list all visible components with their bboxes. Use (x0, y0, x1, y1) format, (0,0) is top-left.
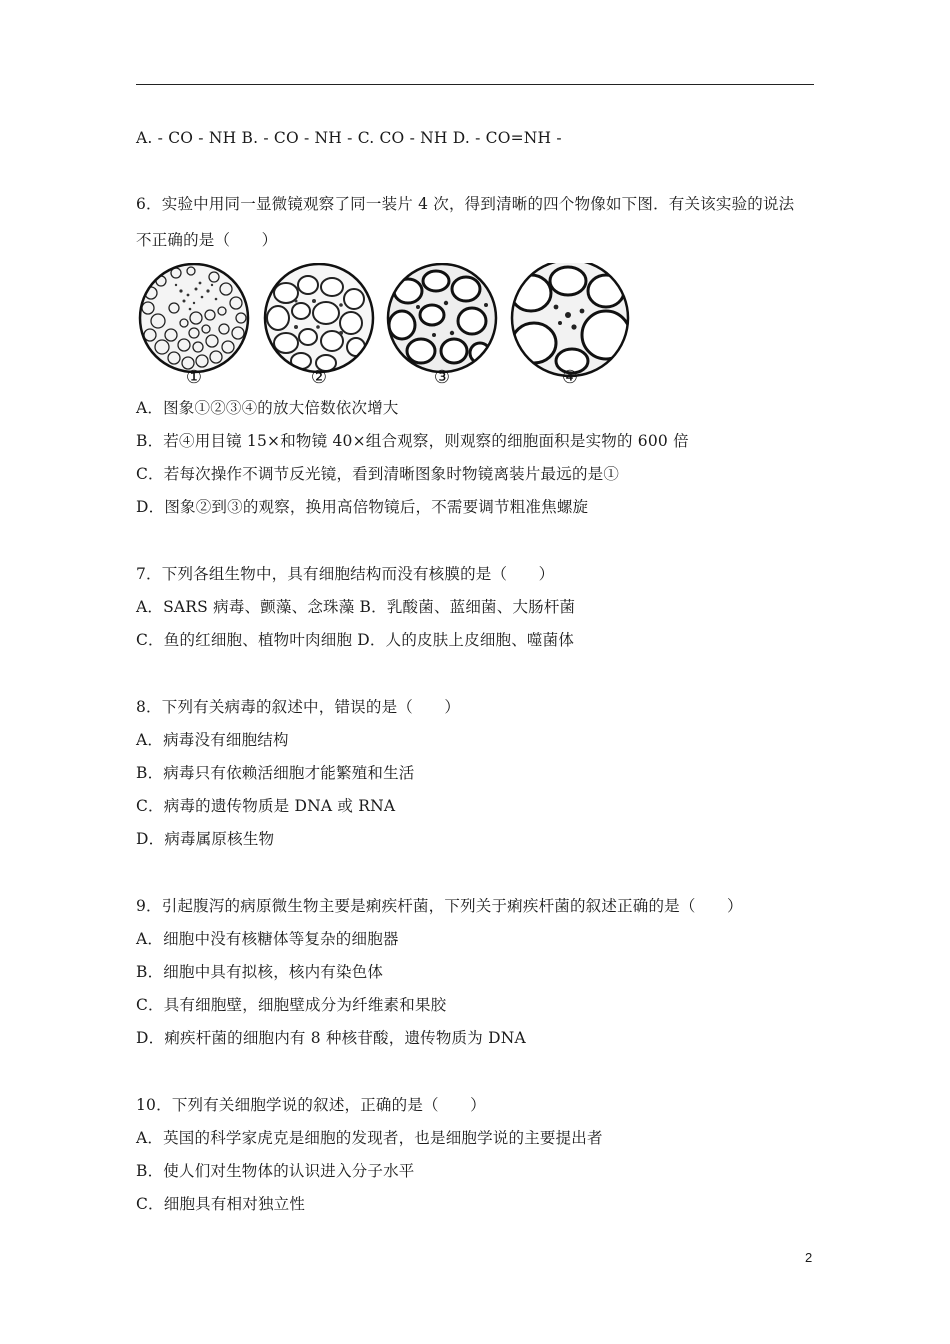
q9-option-c: C．具有细胞壁，细胞壁成分为纤维素和果胶 (136, 996, 447, 1014)
micrograph-3 (388, 264, 496, 372)
q10-option-b: B．使人们对生物体的认识进入分子水平 (136, 1162, 415, 1180)
header-rule (136, 84, 814, 85)
q6-stem-line2: 不正确的是（ ） (136, 231, 278, 249)
micrograph-1 (140, 264, 248, 372)
q10-option-a: A．英国的科学家虎克是细胞的发现者，也是细胞学说的主要提出者 (136, 1129, 603, 1147)
q8-option-c: C．病毒的遗传物质是 DNA 或 RNA (136, 797, 396, 815)
q6-option-b: B．若④用目镜 15×和物镜 40×组合观察，则观察的细胞面积是实物的 600 倍 (136, 432, 689, 450)
q6-option-d: D．图象②到③的观察，换用高倍物镜后，不需要调节粗准焦螺旋 (136, 498, 589, 516)
q9-stem: 9．引起腹泻的病原微生物主要是痢疾杆菌，下列关于痢疾杆菌的叙述正确的是（ ） (136, 897, 743, 915)
figure-label-1: ① (185, 367, 203, 388)
q6-option-a: A．图象①②③④的放大倍数依次增大 (136, 399, 399, 417)
q5-options: A. - CO - NH B. - CO - NH - C. CO - NH D. - CO=NH - (136, 129, 562, 147)
q7-option-ab: A．SARS 病毒、颤藻、念珠藻 B．乳酸菌、蓝细菌、大肠杆菌 (136, 598, 576, 616)
q8-option-d: D．病毒属原核生物 (136, 830, 275, 848)
q10-option-c: C．细胞具有相对独立性 (136, 1195, 306, 1213)
q6-option-c: C．若每次操作不调节反光镜，看到清晰图象时物镜离装片最远的是① (136, 465, 620, 483)
figure-label-4: ④ (561, 367, 579, 388)
q7-stem: 7．下列各组生物中，具有细胞结构而没有核膜的是（ ） (136, 565, 555, 583)
q9-option-b: B．细胞中具有拟核，核内有染色体 (136, 963, 384, 981)
microscope-images-figure (136, 263, 636, 388)
q8-stem: 8．下列有关病毒的叙述中，错误的是（ ） (136, 698, 461, 716)
figure-label-3: ③ (433, 367, 451, 388)
figure-label-2: ② (310, 367, 328, 388)
q8-option-b: B．病毒只有依赖活细胞才能繁殖和生活 (136, 764, 415, 782)
micrograph-4 (511, 263, 630, 376)
page-number: 2 (805, 1250, 813, 1265)
q9-option-d: D．痢疾杆菌的细胞内有 8 种核苷酸，遗传物质为 DNA (136, 1029, 526, 1047)
micrograph-2 (265, 264, 373, 372)
q10-stem: 10．下列有关细胞学说的叙述，正确的是（ ） (136, 1096, 486, 1114)
q8-option-a: A．病毒没有细胞结构 (136, 731, 289, 749)
q9-option-a: A．细胞中没有核糖体等复杂的细胞器 (136, 930, 399, 948)
q7-option-cd: C．鱼的红细胞、植物叶肉细胞 D．人的皮肤上皮细胞、噬菌体 (136, 631, 575, 649)
q6-stem-line1: 6．实验中用同一显微镜观察了同一装片 4 次，得到清晰的四个物像如下图．有关该实验的说法 (136, 195, 795, 213)
